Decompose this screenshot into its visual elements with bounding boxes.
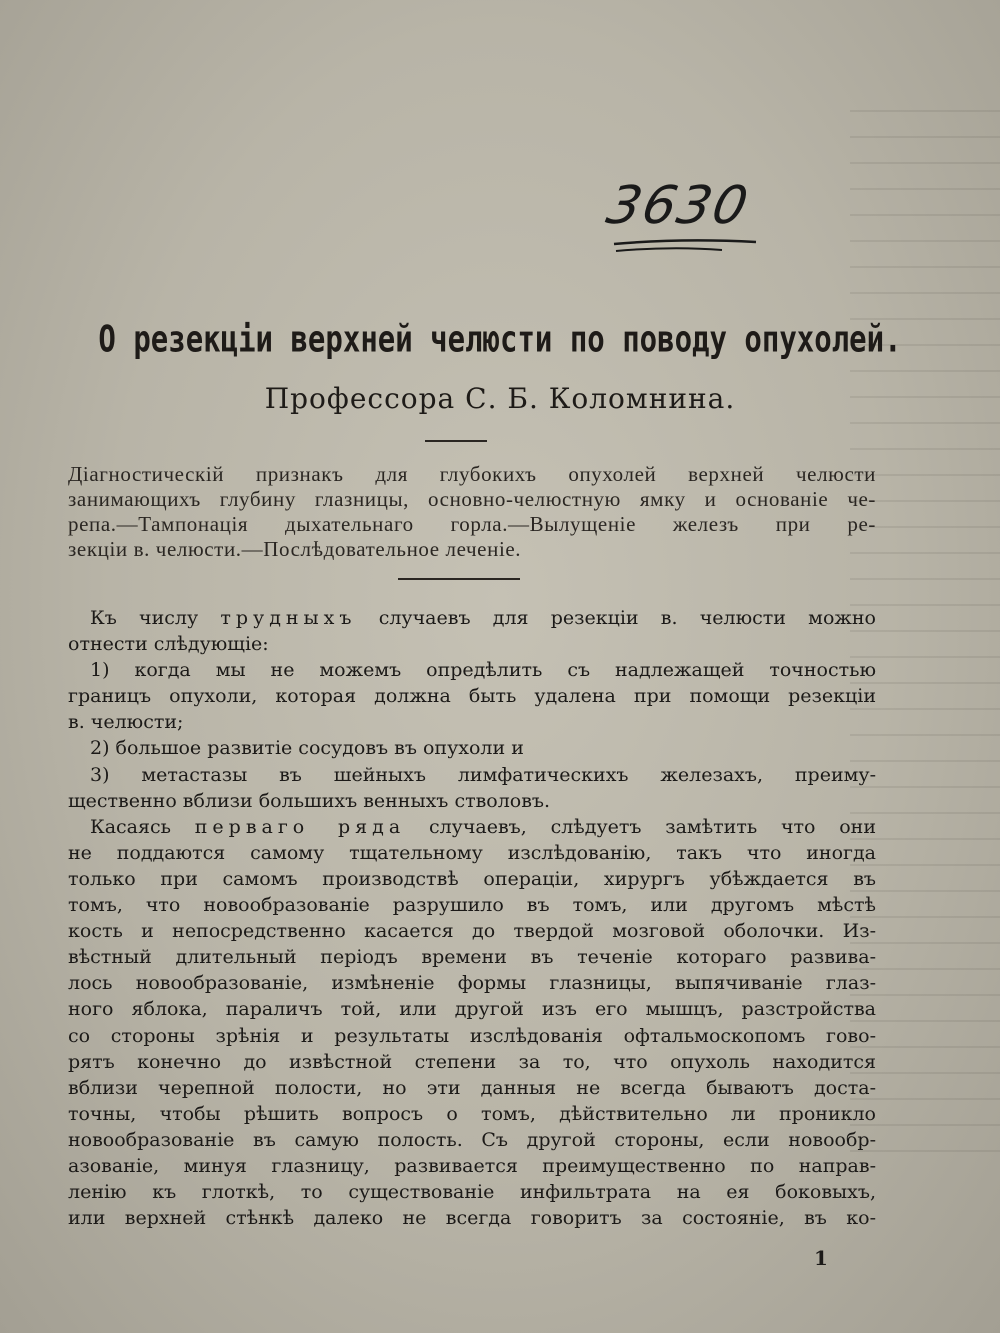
body-line: отнести слѣдующіе: xyxy=(68,633,269,656)
handwritten-underline xyxy=(612,236,758,254)
summary-line: занимающихъ глубину глазницы, основно-челюстную ямку и основаніе че- xyxy=(68,487,876,511)
body-line: 3) метастазы въ шейныхъ лимфатическихъ железахъ, преиму- xyxy=(90,763,876,786)
body-line: со стороны зрѣнія и результаты изслѣдованія офтальмоскопомъ гово- xyxy=(68,1024,876,1047)
body-line: ного яблока, параличъ той, или другой изъ его мышцъ, разстройства xyxy=(68,998,876,1021)
body-line: Касаясь перваго ряда случаевъ, слѣдуетъ замѣтить что они xyxy=(90,815,877,838)
article-title: О резекціи верхней челюсти по поводу опухолей. xyxy=(98,317,902,361)
body-line: только при самомъ производствѣ операціи, хирургъ убѣждается въ xyxy=(68,867,876,890)
body-line: томъ, что новообразованіе разрушило въ томъ, или другомъ мѣстѣ xyxy=(68,894,876,917)
body-line: 2) большое развитіе сосудовъ въ опухоли и xyxy=(90,737,524,760)
body-line: новообразованіе въ самую полость. Съ другой стороны, если новообр- xyxy=(68,1128,876,1151)
summary-divider xyxy=(398,578,520,580)
body-line: 1) когда мы не можемъ опредѣлить съ надлежащей точностью xyxy=(90,659,876,682)
body-line: не поддаются самому тщательному изслѣдованію, такъ что иногда xyxy=(68,841,876,864)
body-line: лось новообразованіе, измѣненіе формы глазницы, выпячиваніе глаз- xyxy=(68,972,876,995)
body-line: ленію къ глоткѣ, то существованіе инфильтрата на ея боковыхъ, xyxy=(68,1181,876,1204)
body-line: рятъ конечно до извѣстной степени за то, что опухоль находится xyxy=(68,1050,876,1073)
summary-line: репа.—Тампонація дыхательнаго горла.—Вылущеніе железъ при ре- xyxy=(68,512,876,536)
article-author: Профессора С. Б. Коломнина. xyxy=(264,382,736,415)
body-line: вблизи черепной полости, но эти данныя не всегда бываютъ доста- xyxy=(68,1076,876,1099)
body-line: азованіе, минуя глазницу, развивается преимущественно по направ- xyxy=(68,1154,876,1177)
body-line: вѣстный длительный періодъ времени въ теченіе котораго развива- xyxy=(68,946,876,969)
handwritten-catalog-number: 3630 xyxy=(601,176,755,236)
article-summary xyxy=(68,462,876,562)
body-line: или верхней стѣнкѣ далеко не всегда говоритъ за состояніе, въ ко- xyxy=(68,1207,876,1230)
summary-line: зекціи в. челюсти.—Послѣдовательное леченіе. xyxy=(68,537,522,561)
body-line: точны, чтобы рѣшить вопросъ о томъ, дѣйствительно ли проникло xyxy=(68,1102,876,1125)
body-line: границъ опухоли, которая должна быть удалена при помощи резекціи xyxy=(68,685,876,708)
article-body xyxy=(68,605,876,1231)
title-divider xyxy=(425,440,487,442)
summary-line: Діагностическій признакъ для глубокихъ опухолей верхней челюсти xyxy=(68,462,876,486)
page-number: 1 xyxy=(814,1246,828,1270)
body-line: в. челюсти; xyxy=(68,711,184,734)
body-line: кость и непосредственно касается до твердой мозговой оболочки. Из- xyxy=(68,920,876,943)
body-line: щественно вблизи большихъ венныхъ стволовъ. xyxy=(68,789,551,812)
body-line: Къ числу трудныхъ случаевъ для резекціи в. челюсти можно xyxy=(90,607,876,629)
